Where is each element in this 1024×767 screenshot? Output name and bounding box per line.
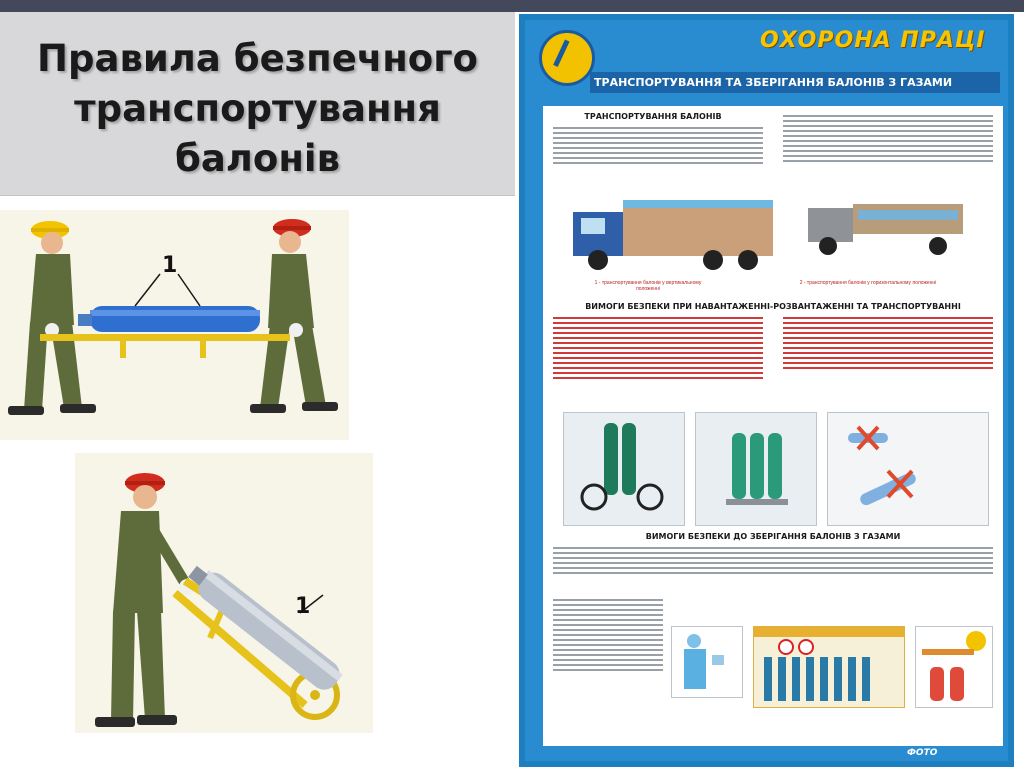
wrong-handling-card — [827, 412, 989, 526]
storage-shed-card — [753, 626, 905, 708]
transport-text-left — [553, 124, 763, 167]
title-box — [0, 12, 515, 196]
section-storage-title: ВИМОГИ БЕЗПЕКИ ДО ЗБЕРІГАННЯ БАЛОНІВ З ГАЗАМИ — [645, 532, 901, 541]
poster-header-subtitle: ТРАНСПОРТУВАННЯ ТА ЗБЕРІГАННЯ БАЛОНІВ З ГАЗАМИ — [590, 72, 1000, 93]
carry-label: 1 — [162, 253, 178, 278]
truck2-caption: 2 - транспортування балонів у горизонтальному положенні — [799, 280, 937, 286]
slide-title — [0, 34, 515, 184]
truck1-caption: 1 - транспортування балонів у вертикальному положенні — [594, 280, 702, 292]
stretcher-pole — [40, 334, 290, 341]
top-bar — [0, 0, 1024, 12]
poster-content — [543, 106, 1003, 746]
section-transport-title: ТРАНСПОРТУВАННЯ БАЛОНІВ — [584, 112, 722, 121]
trucks-illustration — [553, 194, 993, 294]
poster-header-title: ОХОРОНА ПРАЦІ — [760, 28, 986, 53]
slide-title-line-2: транспортування — [74, 87, 441, 130]
poster-logo-icon — [539, 30, 595, 86]
slide-title-line-3: балонів — [175, 137, 340, 180]
cylinder-shelter-card — [915, 626, 993, 708]
cylinder — [78, 306, 260, 332]
slide-title-line-1: Правила безпечного — [37, 37, 478, 80]
two-workers-carrying-illustration — [0, 210, 349, 440]
carry-scene-svg — [0, 210, 349, 440]
cart-card-1 — [563, 412, 685, 526]
poster-inner — [525, 20, 1008, 761]
loading-text-left — [553, 314, 763, 382]
cart-scene-svg — [75, 453, 373, 733]
transport-text-right — [783, 112, 993, 165]
cart-card-2 — [695, 412, 817, 526]
poster-footer-logo: ФОТО — [907, 748, 938, 758]
cart-label: 1 — [295, 594, 311, 619]
section-loading-title: ВИМОГИ БЕЗПЕКИ ПРИ НАВАНТАЖЕННІ-РОЗВАНТАЖЕННІ ТА ТРАНСПОРТУВАННІ — [585, 302, 961, 311]
worker-gauge-card — [671, 626, 743, 698]
loading-text-right — [783, 314, 993, 372]
worker-cart-illustration — [75, 453, 373, 733]
storage-text-left — [553, 596, 663, 674]
safety-poster — [519, 14, 1014, 767]
storage-text — [553, 544, 993, 577]
